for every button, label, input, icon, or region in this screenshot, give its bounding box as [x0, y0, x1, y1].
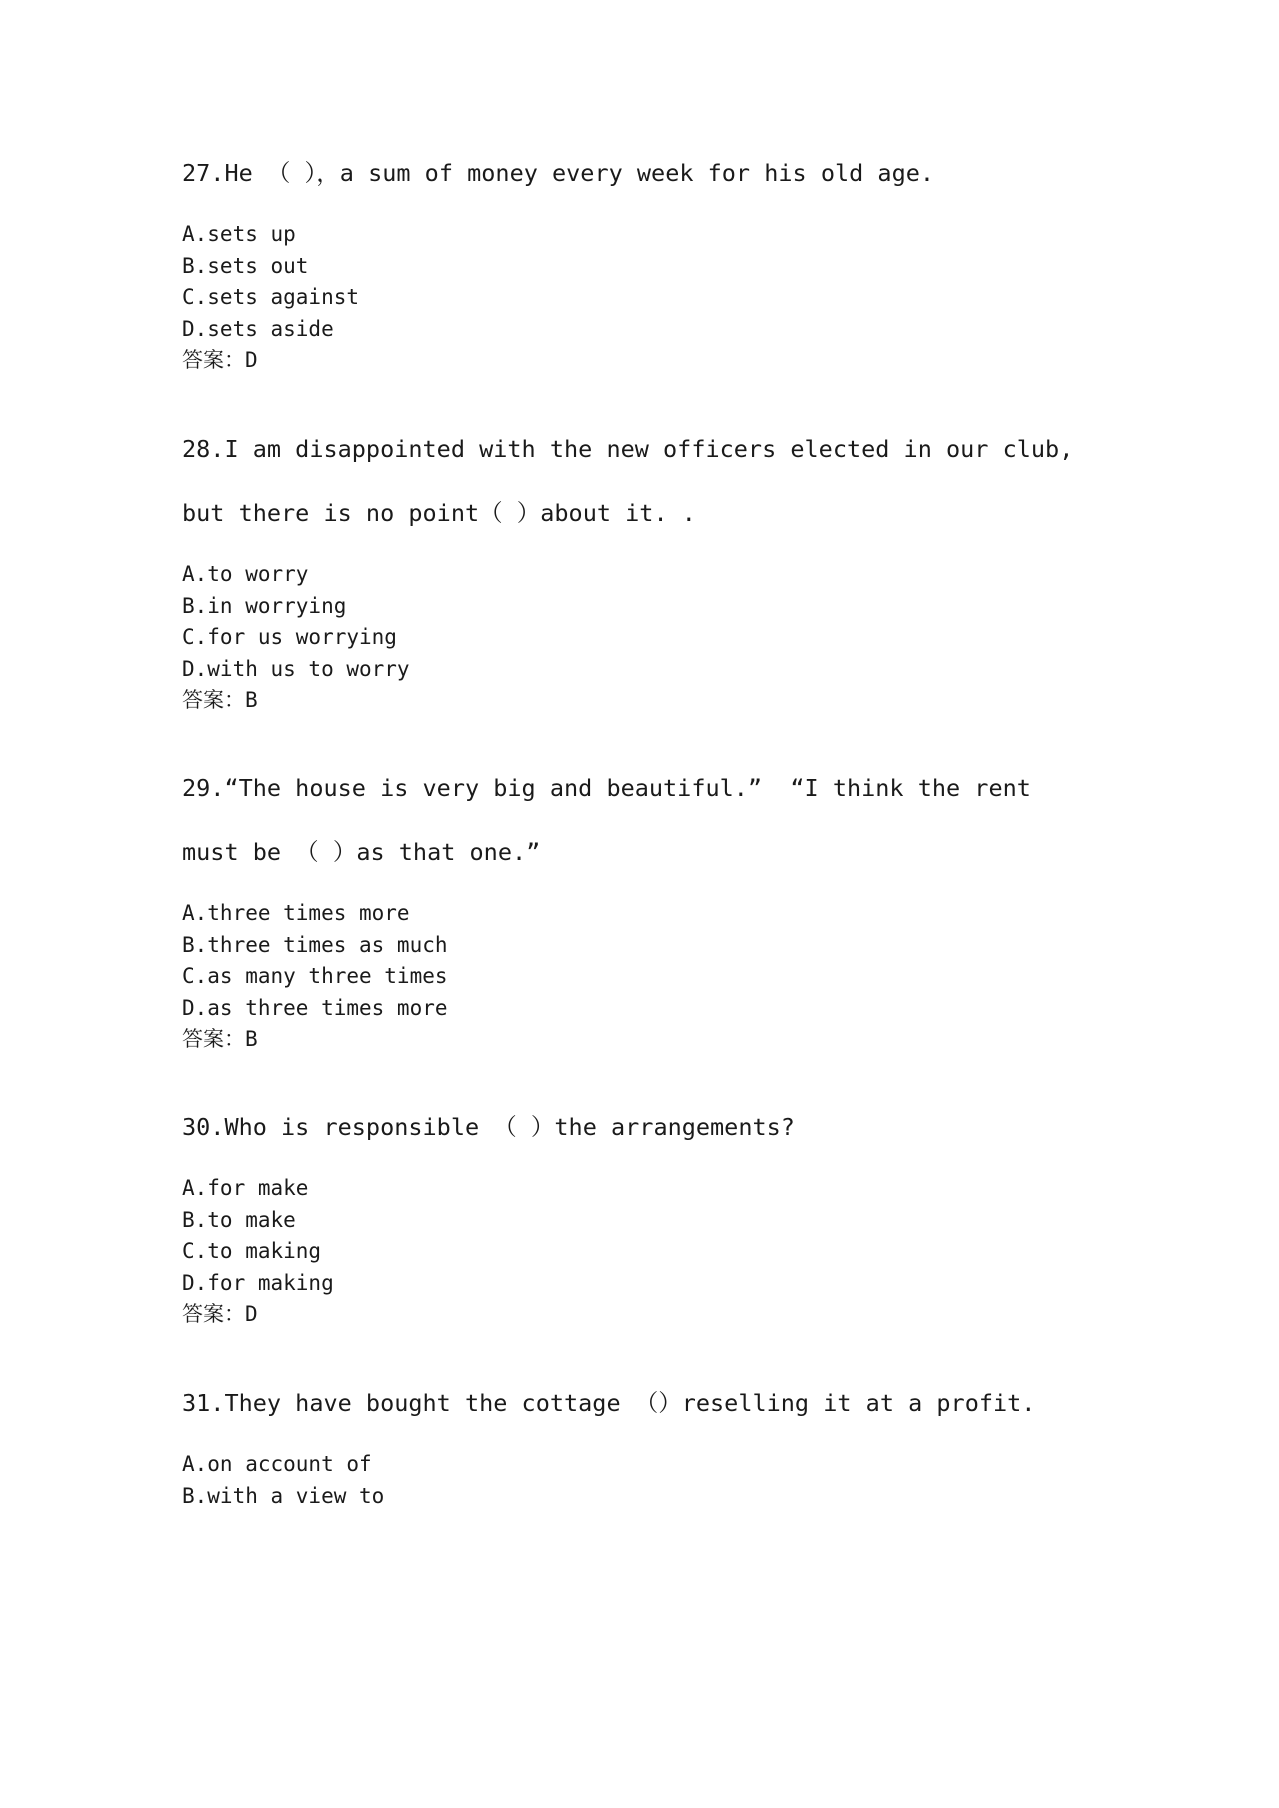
answer-key: 答案：B: [182, 688, 258, 712]
option-a: A.to worry: [182, 562, 309, 586]
question-stem: 31.They have bought the cottage （）reselling it at a profit.: [182, 1389, 1036, 1417]
question-27: [182, 141, 1082, 377]
option-b: B.in worrying: [182, 593, 347, 618]
option-list: [182, 1173, 1082, 1331]
option-c: C.for us worrying: [182, 625, 397, 649]
answer-key: 答案：B: [182, 1027, 258, 1051]
question-stem: 27.He （ ），a sum of money every week for his old age.: [182, 159, 935, 187]
answer-key: 答案：D: [182, 1302, 258, 1326]
question-stem-continued: must be （ ）as that one.”: [182, 838, 541, 866]
question-30: [182, 1095, 1082, 1331]
question-stem: 29.“The house is very big and beautiful.” “I think the rent: [182, 774, 1031, 802]
option-list: [182, 219, 1082, 377]
option-d: D.sets aside: [182, 316, 334, 341]
question-29: [182, 756, 1082, 1056]
question-31: [182, 1371, 1082, 1512]
option-a: A.for make: [182, 1176, 309, 1200]
option-c: C.as many three times: [182, 964, 448, 988]
question-28: [182, 417, 1082, 717]
option-a: A.on account of: [182, 1452, 372, 1476]
question-stem: 28.I am disappointed with the new officers elected in our club,: [182, 435, 1074, 463]
option-d: D.with us to worry: [182, 656, 410, 681]
option-c: C.sets against: [182, 285, 360, 309]
answer-key: 答案：D: [182, 348, 258, 372]
question-stem-continued: but there is no point（ ）about it. .: [182, 499, 696, 527]
option-list: [182, 559, 1082, 717]
option-a: A.sets up: [182, 222, 296, 246]
option-list: [182, 1449, 1082, 1512]
question-stem: 30.Who is responsible （ ）the arrangements?: [182, 1113, 795, 1141]
option-a: A.three times more: [182, 901, 410, 925]
option-b: B.three times as much: [182, 932, 448, 957]
option-b: B.to make: [182, 1207, 296, 1232]
option-b: B.with a view to: [182, 1483, 385, 1508]
option-b: B.sets out: [182, 253, 309, 278]
option-c: C.to making: [182, 1239, 322, 1263]
option-list: [182, 898, 1082, 1056]
option-d: D.for making: [182, 1270, 334, 1295]
option-d: D.as three times more: [182, 995, 448, 1020]
